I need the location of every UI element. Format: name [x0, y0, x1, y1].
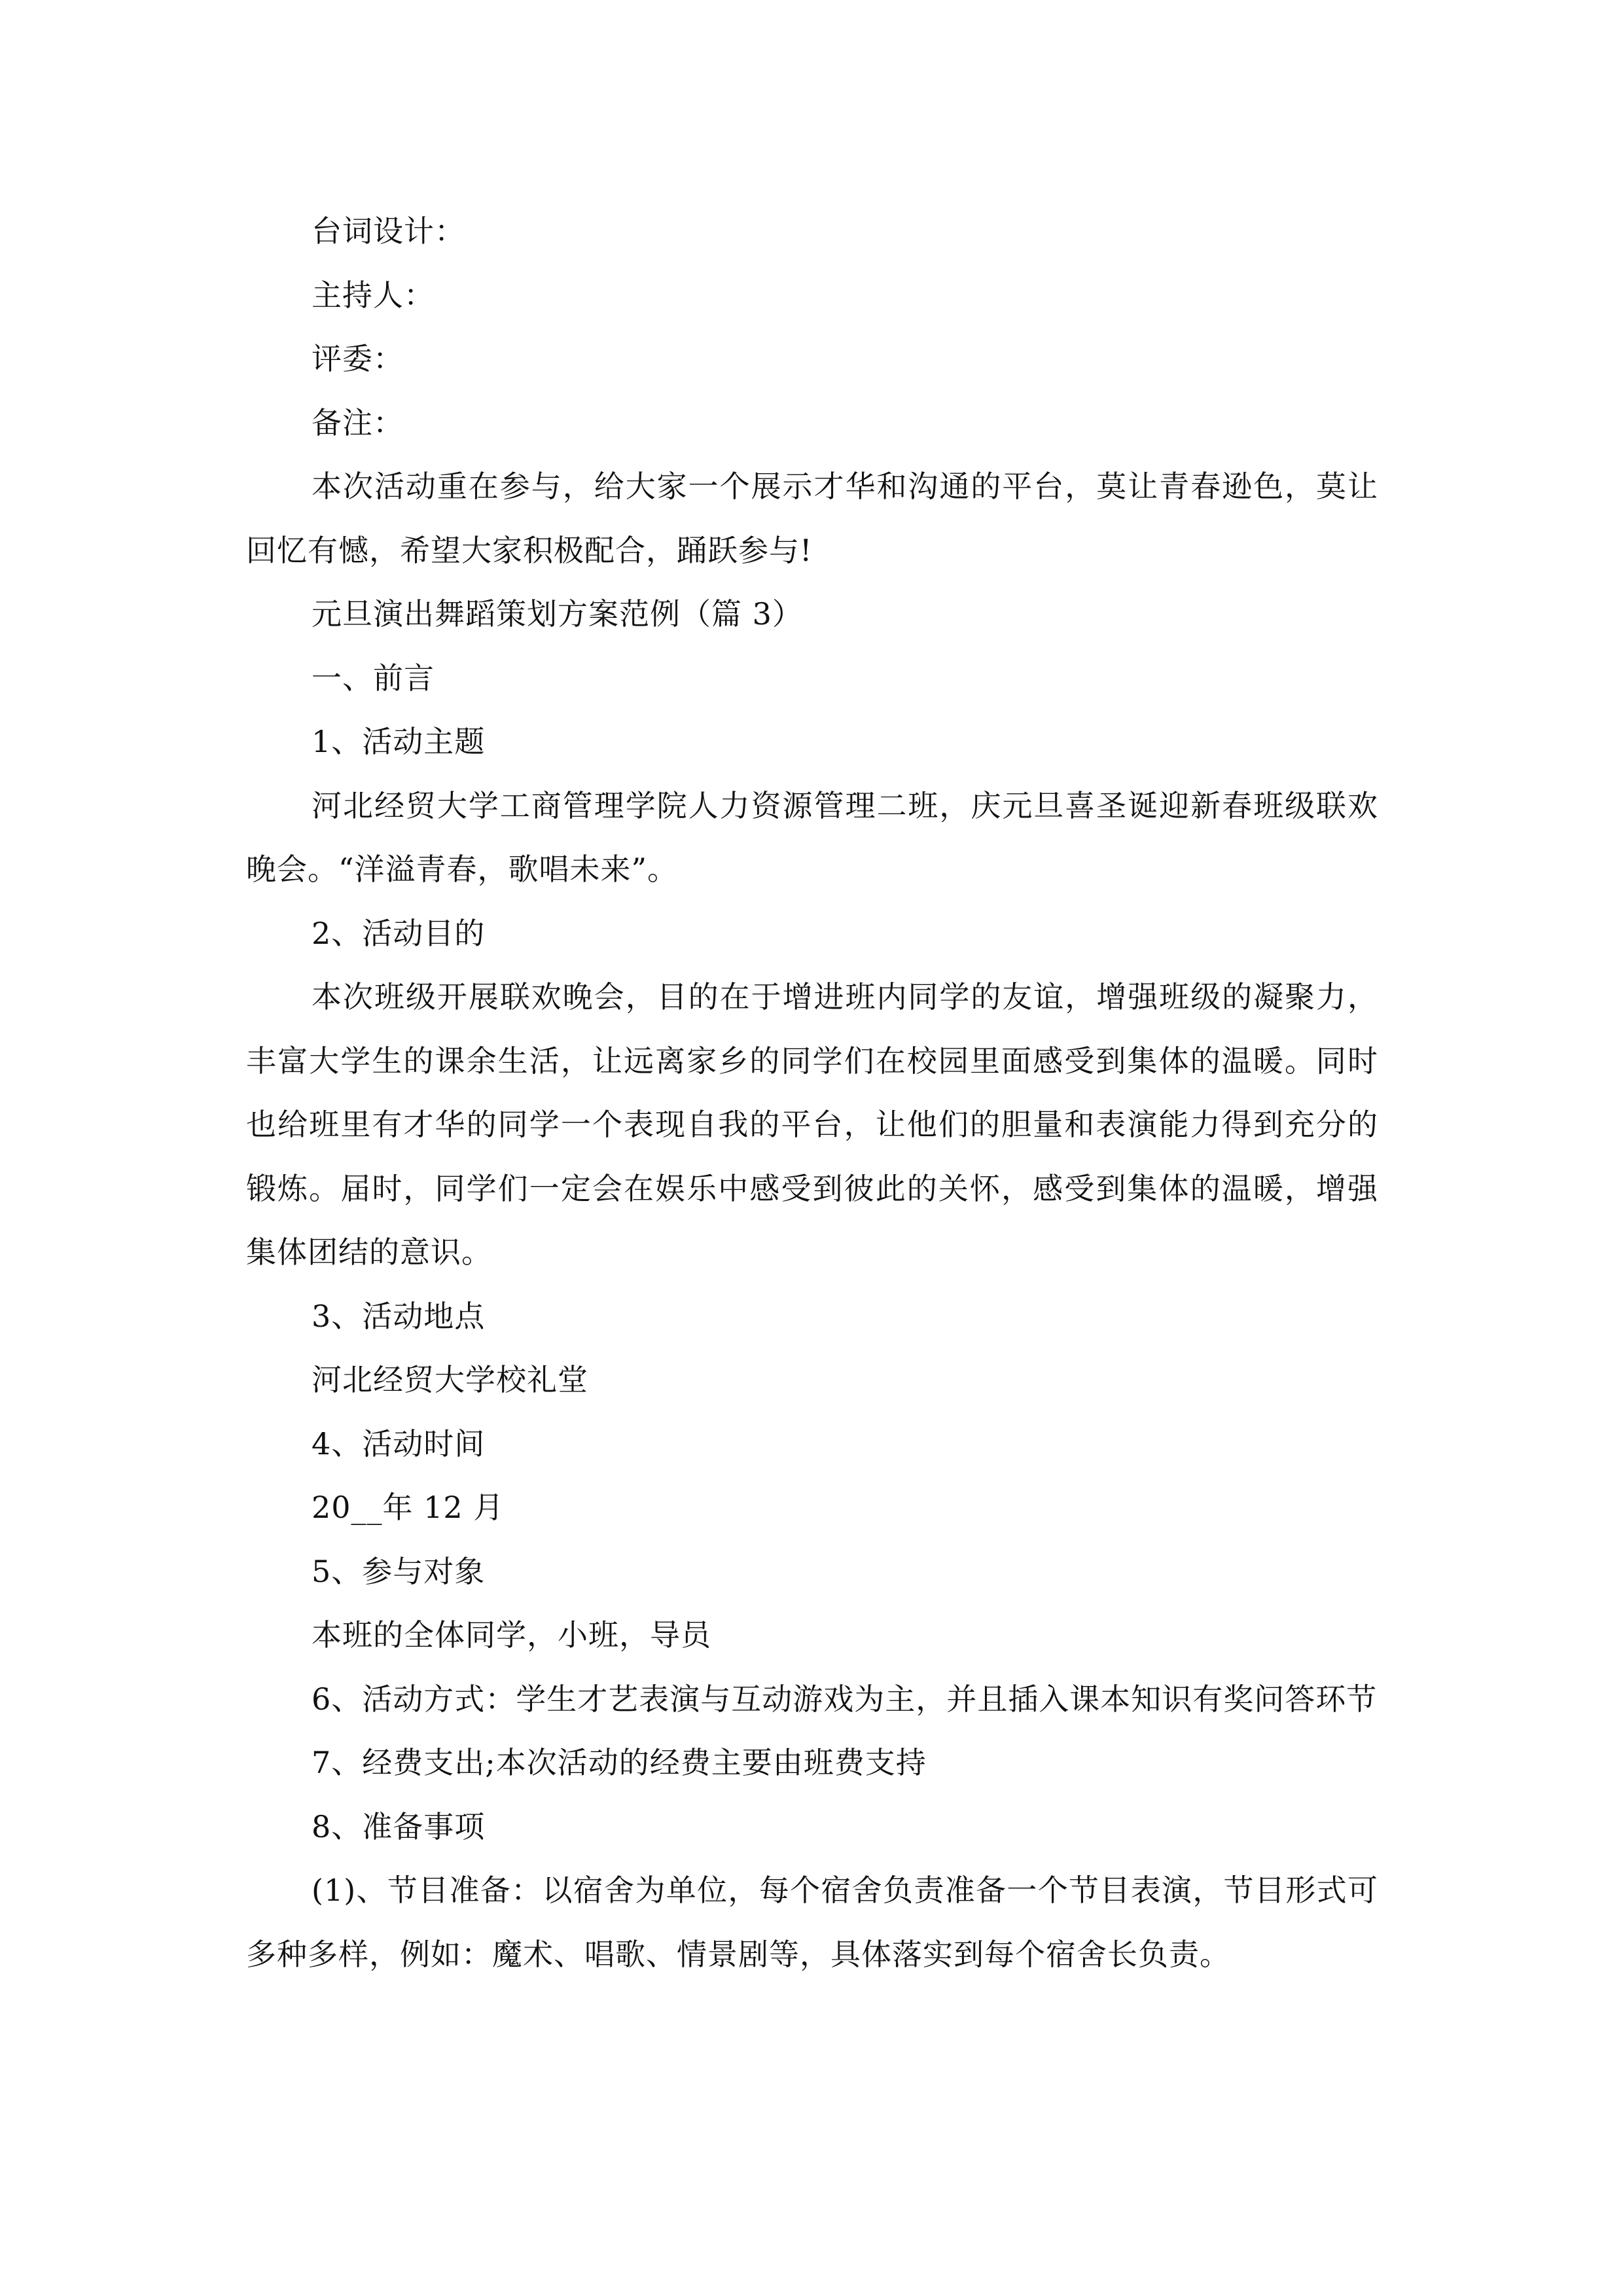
paragraph-activity-purpose: 本次班级开展联欢晚会，目的在于增进班内同学的友谊，增强班级的凝聚力，丰富大学生的课余生活，让远离家乡的同学们在校园里面感受到集体的温暖。同时也给班里有才华的同学一个表现自我的平台，让他们的胆量和表演能力得到充分的锻炼。届时，同学们一定会在娱乐中感受到彼此的关怀，感受到集体的温暖，增强集体团结的意识。 [246, 979, 1378, 1270]
paragraph-activity-time: 20__年 12 月 [312, 1490, 505, 1525]
heading-participants: 5、参与对象 [312, 1553, 486, 1589]
paragraph-expenses: 7、经费支出;本次活动的经费主要由班费支持 [312, 1745, 927, 1780]
paragraph-activity-location: 河北经贸大学校礼堂 [312, 1362, 588, 1397]
paragraph-activity-theme: 河北经贸大学工商管理学院人力资源管理二班，庆元旦喜圣诞迎新春班级联欢晚会。“洋溢青春，歌唱未来”。 [246, 787, 1378, 887]
line-remarks: 备注： [312, 404, 404, 440]
heading-preface: 一、前言 [312, 660, 435, 696]
heading-activity-purpose: 2、活动目的 [312, 915, 486, 951]
line-script-design: 台词设计： [312, 213, 465, 249]
document-body [246, 200, 1378, 1986]
line-judges: 评委： [312, 341, 404, 376]
heading-activity-time: 4、活动时间 [312, 1426, 486, 1462]
paragraph-participants: 本班的全体同学，小班，导员 [312, 1617, 711, 1653]
heading-preparation: 8、准备事项 [312, 1808, 486, 1844]
paragraph-program-preparation: (1)、节目准备：以宿舍为单位，每个宿舍负责准备一个节目表演，节目形式可多种多样，例如：魔术、唱歌、情景剧等，具体落实到每个宿舍长负责。 [246, 1873, 1378, 1972]
heading-activity-location: 3、活动地点 [312, 1298, 486, 1334]
paragraph-activity-format: 6、活动方式：学生才艺表演与互动游戏为主，并且插入课本知识有奖问答环节 [312, 1681, 1378, 1717]
line-host: 主持人： [312, 277, 435, 313]
section-title-plan-3: 元旦演出舞蹈策划方案范例（篇 3） [312, 596, 803, 632]
heading-activity-theme: 1、活动主题 [312, 724, 486, 759]
paragraph-participation-note: 本次活动重在参与，给大家一个展示才华和沟通的平台，莫让青春逊色，莫让回忆有憾，希望大家积极配合，踊跃参与! [246, 469, 1378, 568]
